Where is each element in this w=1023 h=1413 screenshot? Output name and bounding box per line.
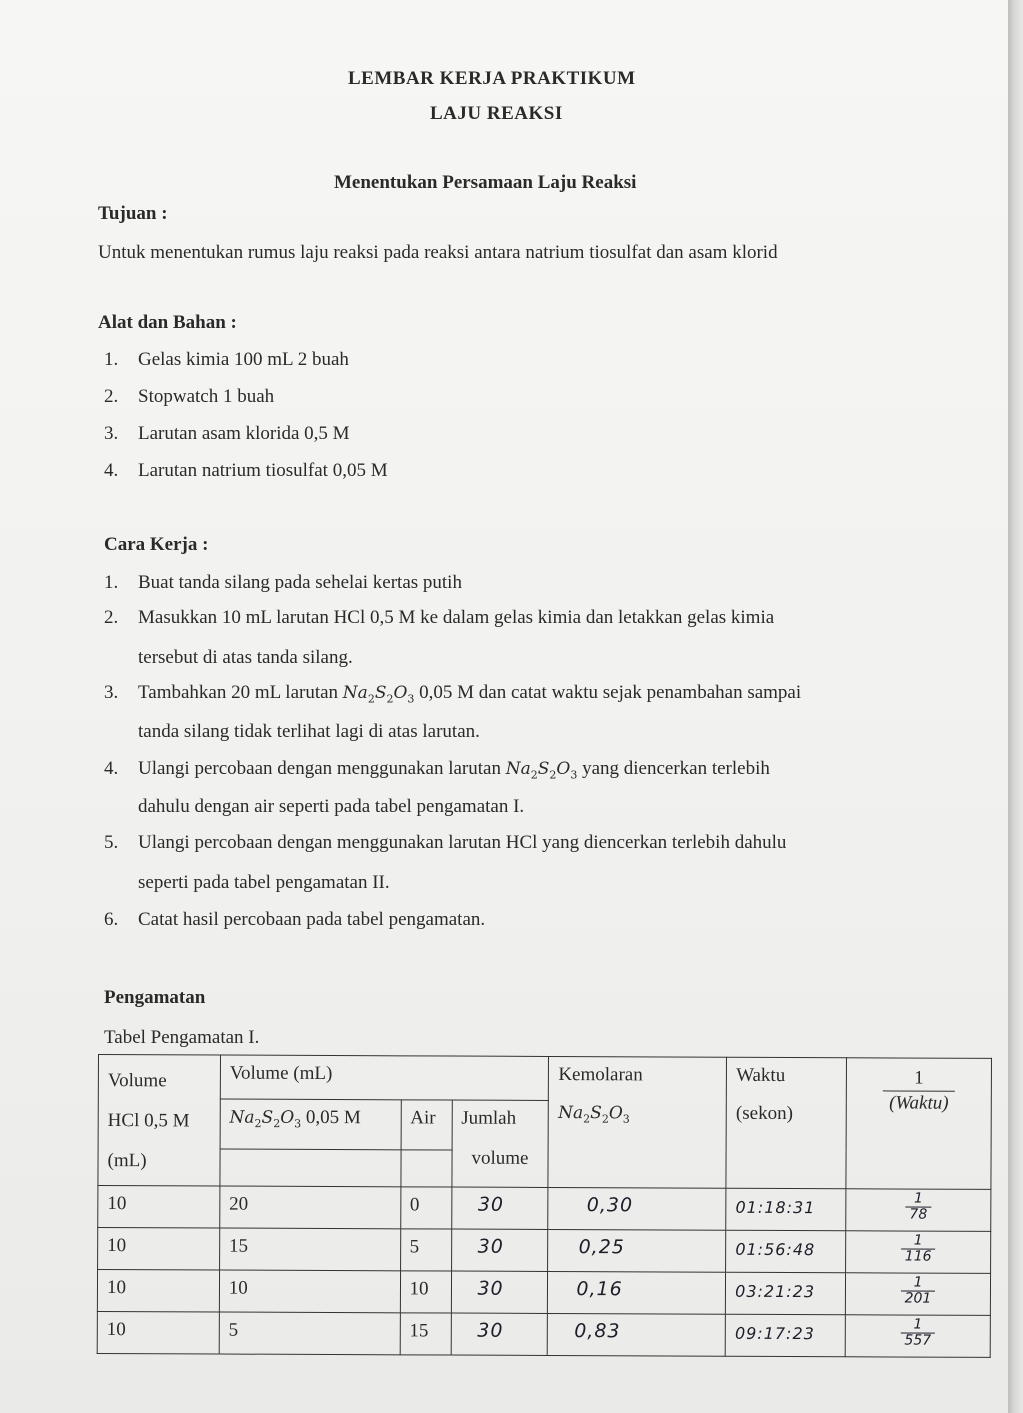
header-inverse-time: $\frac{1}{\text{(Waktu)}}$ xyxy=(846,1058,991,1190)
list-item-continuation: tersebut di atas tanda silang. xyxy=(138,647,353,668)
header-volume-ml: Volume (mL) xyxy=(220,1055,549,1100)
cell-kemolaran: 0,30 xyxy=(548,1187,726,1230)
observation-table xyxy=(97,1054,992,1358)
list-item: 2. Masukkan 10 mL larutan HCl 0,5 M ke dalam gelas kimia dan letakkan gelas kimia xyxy=(104,607,775,628)
cara-kerja-label: Cara Kerja : xyxy=(104,534,209,555)
header-jumlah-volume: Jumlah volume xyxy=(451,1100,548,1187)
cell-na: 10 xyxy=(219,1270,400,1313)
pengamatan-label: Pengamatan xyxy=(104,987,206,1008)
list-item-continuation: tanda silang tidak terlihat lagi di atas larutan. xyxy=(138,721,480,742)
cell-jumlah: 30 xyxy=(451,1229,548,1271)
worksheet-title: LEMBAR KERJA PRAKTIKUM xyxy=(348,68,636,89)
tujuan-text: Untuk menentukan rumus laju reaksi pada reaksi antara natrium tiosulfat dan asam klorid xyxy=(98,242,778,263)
header-kemolaran: Kemolaran $Na_2S_2O_3$ xyxy=(548,1056,726,1188)
table-title: Tabel Pengamatan I. xyxy=(104,1027,260,1048)
cell-kemolaran: 0,83 xyxy=(548,1313,726,1356)
cell-waktu: 01:56:48 xyxy=(726,1230,846,1273)
cell-inverse: $\frac{1}{116}$ xyxy=(846,1231,991,1274)
cell-waktu: 01:18:31 xyxy=(726,1188,846,1231)
tujuan-label: Tujuan : xyxy=(98,203,168,224)
worksheet-subtitle: LAJU REAKSI xyxy=(430,103,563,124)
chemical-formula: $Na_2S_2O_3$ xyxy=(229,1107,302,1131)
chemical-formula: $Na_2S_2O_3$ xyxy=(505,759,578,782)
list-item: 2. Stopwatch 1 buah xyxy=(104,386,275,407)
table-row xyxy=(97,1270,990,1316)
cell-inverse: $\frac{1}{201}$ xyxy=(845,1273,990,1316)
cell-air: 0 xyxy=(400,1187,451,1229)
paper-edge-shadow xyxy=(1008,0,1023,1413)
header-na-volume: $Na_2S_2O_3$ 0,05 M xyxy=(220,1099,401,1150)
cell-kemolaran: 0,25 xyxy=(548,1229,726,1272)
cell-hcl: 10 xyxy=(97,1311,219,1354)
list-item: 6. Catat hasil percobaan pada tabel pengamatan. xyxy=(104,909,486,930)
list-item: 3. Larutan asam klorida 0,5 M xyxy=(104,423,350,444)
header-waktu: Waktu (sekon) xyxy=(726,1057,846,1189)
cell-na: 20 xyxy=(220,1186,401,1229)
cell-waktu: 03:21:23 xyxy=(726,1272,846,1315)
cell-waktu: 09:17:23 xyxy=(725,1314,845,1357)
cell-na: 15 xyxy=(219,1228,400,1271)
cell-air: 15 xyxy=(400,1313,451,1355)
table-row xyxy=(98,1228,991,1274)
list-item: 1. Buat tanda silang pada sehelai kertas putih xyxy=(104,572,462,593)
cell-air: 5 xyxy=(400,1229,451,1271)
list-item: 4. Ulangi percobaan dengan menggunakan larutan $Na_2S_2O_3$ yang diencerkan terlebih xyxy=(104,758,770,782)
header-na-blank xyxy=(220,1149,401,1187)
chemical-formula: $Na_2S_2O_3$ xyxy=(558,1102,630,1126)
list-item-continuation: seperti pada tabel pengamatan II. xyxy=(138,872,390,893)
cell-inverse: $\frac{1}{557}$ xyxy=(845,1315,990,1358)
list-item: 1. Gelas kimia 100 mL 2 buah xyxy=(104,349,349,370)
section-title: Menentukan Persamaan Laju Reaksi xyxy=(334,172,637,193)
cell-inverse: $\frac{1}{78}$ xyxy=(846,1189,991,1232)
list-item: 4. Larutan natrium tiosulfat 0,05 M xyxy=(104,460,388,481)
cell-air: 10 xyxy=(400,1271,451,1313)
cell-hcl: 10 xyxy=(98,1186,220,1229)
alat-bahan-label: Alat dan Bahan : xyxy=(98,312,237,333)
cell-jumlah: 30 xyxy=(451,1313,548,1355)
cell-hcl: 10 xyxy=(98,1228,220,1271)
cell-na: 5 xyxy=(219,1312,400,1355)
header-air-blank xyxy=(400,1150,451,1187)
chemical-formula: $Na_2S_2O_3$ xyxy=(342,683,415,706)
list-item-continuation: dahulu dengan air seperti pada tabel pengamatan I. xyxy=(138,796,525,817)
header-air: Air xyxy=(401,1100,452,1150)
table-row xyxy=(98,1186,991,1232)
cell-hcl: 10 xyxy=(97,1270,219,1313)
cell-jumlah: 30 xyxy=(451,1187,548,1229)
cell-kemolaran: 0,16 xyxy=(548,1271,726,1314)
list-item: 3. Tambahkan 20 mL larutan $Na_2S_2O_3$ 0,05 M dan catat waktu sejak penambahan sampai xyxy=(104,682,802,706)
list-item: 5. Ulangi percobaan dengan menggunakan larutan HCl yang diencerkan terlebih dahulu xyxy=(104,832,787,853)
table-row xyxy=(97,1311,990,1357)
header-volume-hcl: Volume HCl 0,5 M (mL) xyxy=(98,1055,220,1187)
cell-jumlah: 30 xyxy=(451,1271,548,1313)
